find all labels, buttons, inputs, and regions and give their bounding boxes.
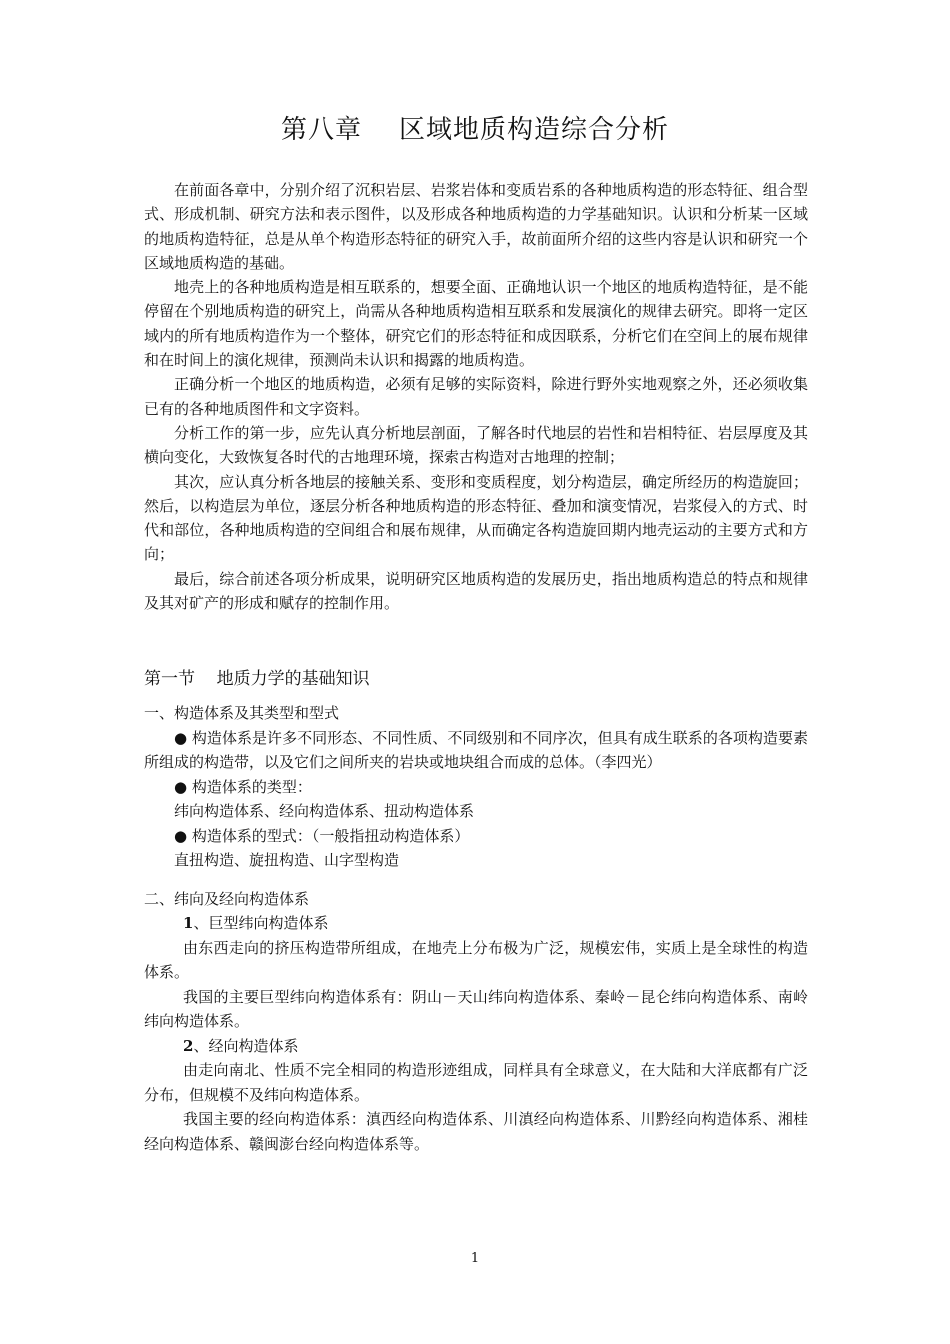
part-2-heading: 二、纬向及经向构造体系 xyxy=(144,889,310,908)
types-list: 纬向构造体系、经向构造体系、扭动构造体系 xyxy=(174,802,475,820)
item-1-title: 、巨型纬向构造体系 xyxy=(193,914,329,932)
item-2-paragraph: 由走向南北、性质不完全相同的构造形迹组成，同样具有全球意义，在大陆和大洋底都有广泛分布，但规模不及纬向构造体系。 xyxy=(144,1061,808,1104)
section-1 xyxy=(144,665,808,1156)
intro-paragraph: 其次，应认真分析各地层的接触关系、变形和变质程度，划分构造层，确定所经历的构造旋回；然后，以构造层为单位，逐层分析各种地质构造的形态特征、叠加和演变情况，岩浆侵入的方式、时代和部位，各种地质构造的空间组合和展布规律，从而确定各构造旋回期内地壳运动的主要方式和方向； xyxy=(144,472,808,564)
item-2-paragraph: 我国主要的经向构造体系：滇西经向构造体系、川滇经向构造体系、川黔经向构造体系、湘桂经向构造体系、赣闽澎台经向构造体系等。 xyxy=(144,1110,808,1153)
page-number: 1 xyxy=(470,1251,480,1266)
item-2-title: 、经向构造体系 xyxy=(193,1036,299,1055)
chapter-title: 第八章 区域地质构造综合分析 xyxy=(280,115,670,145)
item-2-heading xyxy=(144,1034,808,1059)
intro-paragraph: 在前面各章中，分别介绍了沉积岩层、岩浆岩体和变质岩系的各种地质构造的形态特征、组合型式、形成机制、研究方法和表示图件，以及形成各种地质构造的力学基础知识。认识和分析某一区域的地质构造特征，总是从单个构造形态特征的研究入手，故前面所介绍的这些内容是认识和研究一个区域地质构造的基础。 xyxy=(144,181,808,272)
intro-paragraph: 正确分析一个地区的地质构造，必须有足够的实际资料，除进行野外实地观察之外，还必须收集已有的各种地质图件和文字资料。 xyxy=(144,375,808,418)
item-1-heading xyxy=(144,911,808,936)
forms-list: 直扭构造、旋扭构造、山字型构造 xyxy=(174,851,400,869)
bullet-forms: ● 构造体系的型式：（一般指扭动构造体系） xyxy=(174,826,470,845)
item-1-number: 1 xyxy=(183,914,194,932)
item-1-paragraph: 由东西走向的挤压构造带所组成，在地壳上分布极为广泛，规模宏伟，实质上是全球性的构造体系。 xyxy=(144,938,808,981)
section-heading: 第一节 地质力学的基础知识 xyxy=(144,669,370,689)
item-1-paragraph: 我国的主要巨型纬向构造体系有：阴山－天山纬向构造体系、秦岭－昆仑纬向构造体系、南岭纬向构造体系。 xyxy=(144,987,808,1030)
intro-paragraph: 地壳上的各种地质构造是相互联系的，想要全面、正确地认识一个地区的地质构造特征，是不能停留在个别地质构造的研究上，尚需从各种地质构造相互联系和发展演化的规律去研究。即将一定区域内的所有地质构造作为一个整体，研究它们的形态特征和成因联系，分析它们在空间上的展布规律和在时间上的演化规律，预测尚未认识和揭露的地质构造。 xyxy=(144,278,808,370)
spacer xyxy=(144,873,808,887)
item-2-number: 2 xyxy=(183,1036,194,1055)
intro-paragraph: 分析工作的第一步，应先认真分析地层剖面，了解各时代地层的岩性和岩相特征、岩层厚度及其横向变化，大致恢复各时代的古地理环境，探索古构造对古地理的控制； xyxy=(144,423,808,467)
intro-section xyxy=(144,178,808,615)
bullet-definition: ● 构造体系是许多不同形态、不同性质、不同级别和不同序次，但具有成生联系的各项构造要素所组成的构造带，以及它们之间所夹的岩块或地块组合而成的总体。（李四光） xyxy=(144,728,808,771)
part-1-heading: 一、构造体系及其类型和型式 xyxy=(144,704,340,722)
bullet-types: ● 构造体系的类型： xyxy=(174,777,312,796)
intro-paragraph: 最后，综合前述各项分析成果，说明研究区地质构造的发展历史，指出地质构造总的特点和规律及其对矿产的形成和赋存的控制作用。 xyxy=(144,569,808,613)
